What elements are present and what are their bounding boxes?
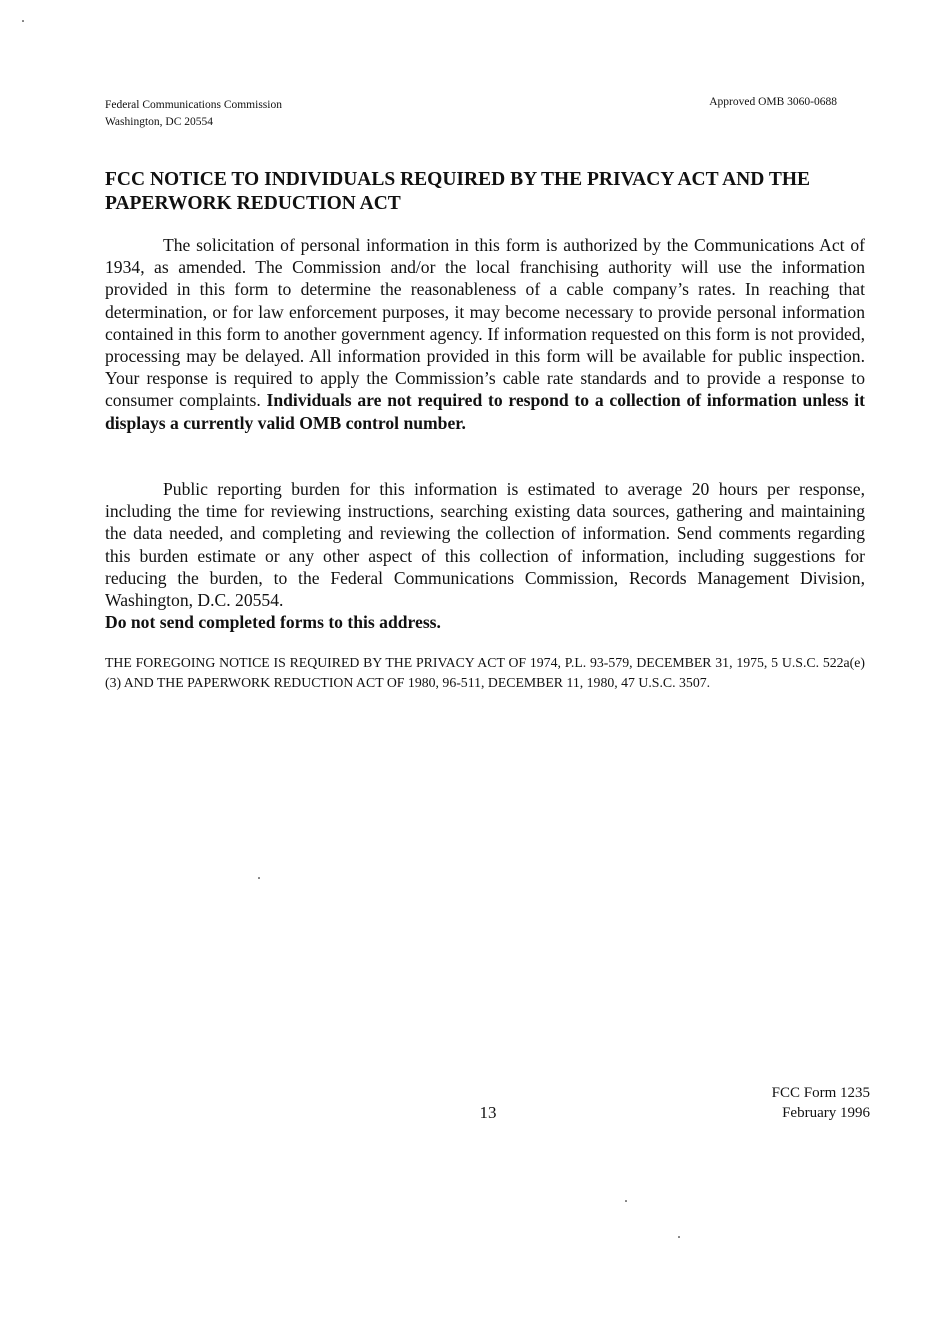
privacy-paragraph-bold-notice: Individuals are not required to respond to a collection of information unless it displays a currently valid OMB control number. xyxy=(105,390,865,433)
scan-speck xyxy=(22,20,24,22)
privacy-paragraph-text: The solicitation of personal information in this form is authorized by the Communications Act of 1934, as amended. The Commission and/or the local franchising authority will use the information provided in this form to determine the reasonableness of a cable company’s rates. In reaching that determination, or for law enforcement purposes, it may become necessary to provide personal information contained in this form to another government agency. If information requested on this form is not provided, processing may be delayed. All information provided in this form will be available for public inspection. Your response is required to apply the Commission’s cable rate standards and to provide a response to consumer complaints. xyxy=(105,235,865,411)
burden-paragraph xyxy=(105,478,865,633)
scan-speck xyxy=(678,1236,680,1238)
agency-name: Federal Communications Commission xyxy=(105,99,282,111)
form-name: FCC Form 1235 xyxy=(771,1085,870,1101)
form-info xyxy=(720,1083,870,1123)
agency-address: Washington, DC 20554 xyxy=(105,116,214,128)
privacy-paragraph xyxy=(105,234,865,434)
page-title: FCC NOTICE TO INDIVIDUALS REQUIRED BY THE PRIVACY ACT AND THE PAPERWORK REDUCTION ACT xyxy=(105,169,811,214)
form-date: February 1996 xyxy=(782,1105,870,1121)
legal-notice: THE FOREGOING NOTICE IS REQUIRED BY THE PRIVACY ACT OF 1974, P.L. 93-579, DECEMBER 31, 1975, 5 U.S.C. 522a(e)(3) AND THE PAPERWORK REDUCTION ACT OF 1980, 96-511, DECEMBER 11, 1980, 47 U.S.C. 3507. xyxy=(105,655,865,690)
burden-paragraph-bold-notice: Do not send completed forms to this address. xyxy=(105,612,441,633)
scan-speck xyxy=(625,1200,627,1202)
omb-approval: Approved OMB 3060-0688 xyxy=(709,96,837,108)
burden-paragraph-text: Public reporting burden for this information is estimated to average 20 hours per response, including the time for reviewing instructions, searching existing data sources, gathering and maintaining the data needed, and completing and reviewing the collection of information. Send comments regarding this burden estimate or any other aspect of this collection of information, including suggestions for reducing the burden, to the Federal Communications Commission, Records Management Division, Washington, D.C. 20554. xyxy=(105,479,865,611)
header-agency xyxy=(105,97,282,131)
page-number: 13 xyxy=(479,1103,497,1122)
scan-speck xyxy=(258,877,260,879)
